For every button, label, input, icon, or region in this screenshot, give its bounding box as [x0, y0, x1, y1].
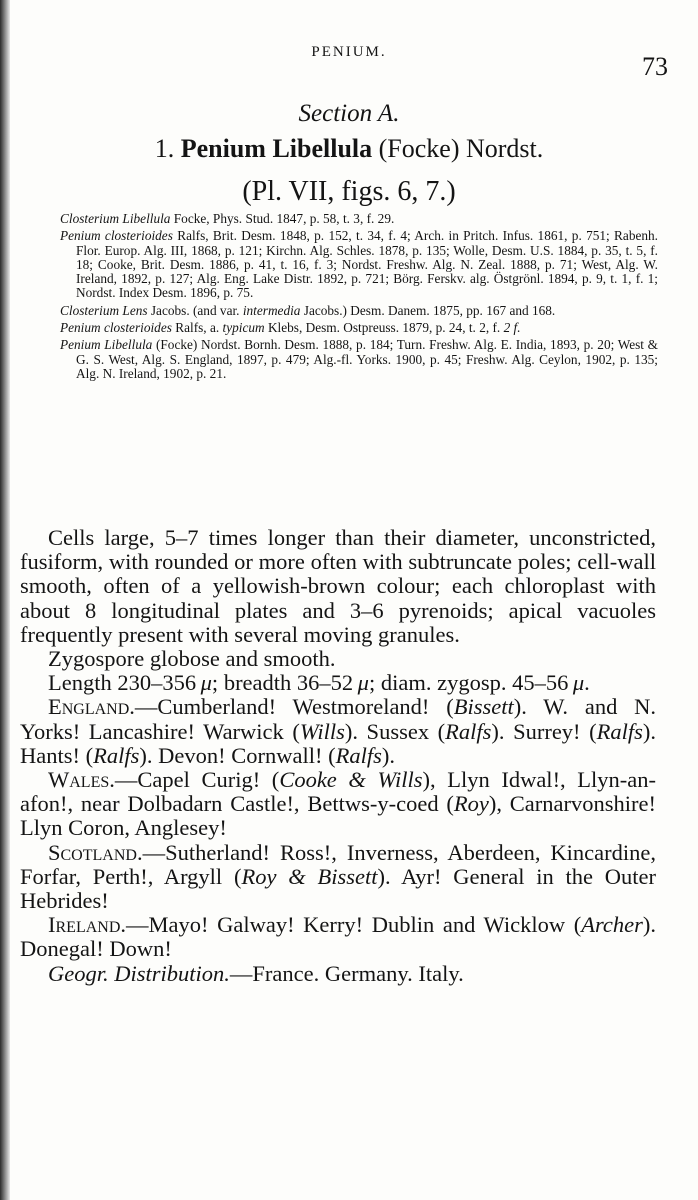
region-label: Ireland. [48, 912, 127, 938]
species-authority: (Focke) Nordst. [378, 134, 544, 163]
figure-ref: 2 f. [503, 320, 521, 336]
countries-text: —France. Germany. Italy. [229, 960, 464, 986]
collector-name: Roy & Bissett [241, 863, 378, 889]
region-label: England. [48, 694, 135, 720]
synonym-citation: Klebs, Desm. Ostpreuss. 1879, p. 24, t. 2, f. [267, 320, 501, 336]
geogr-distribution-label: Geogr. Distribution. [48, 960, 230, 986]
length-label: Length [48, 670, 112, 696]
species-number: 1. [154, 134, 175, 163]
distribution-england [20, 695, 656, 768]
synonym-citation: Jacobs.) Desm. Danem. 1875, pp. 167 and 168. [303, 302, 556, 318]
species-name: Penium Libellula [180, 134, 373, 163]
synonym-name: Closterium Libellula [60, 211, 171, 226]
locality-text: ). Sussex ( [344, 718, 446, 744]
locality-text: ). Hants! ( [20, 718, 656, 768]
micron-unit: μ [572, 670, 585, 696]
distribution-ireland [20, 913, 656, 961]
synonymy-entry [60, 304, 658, 318]
cells-paragraph: Cells large, 5–7 times longer than their diameter, unconstricted, fusiform, with rounded or more often with subtruncate poles; cell-wall smooth, often of a yellowish-brown colour; each chloroplast with about 8 longitudinal plates and 3–6 pyrenoids; apical vacuoles frequently present with several moving granules. [20, 525, 656, 647]
locality-text: ). Devon! Cornwall! ( [139, 742, 336, 768]
breadth-label: breadth [223, 670, 292, 696]
plate-reference: (Pl. VII, figs. 6, 7.) [242, 176, 456, 207]
micron-unit: μ [357, 670, 369, 696]
locality-text: ). Surrey! ( [491, 718, 597, 744]
breadth-value: 36–52 [296, 670, 354, 696]
synonym-name: Penium Libellula [60, 337, 153, 353]
locality-text: —Sutherland! Ross!, Inverness, Aberdeen, Kincardine, Forfar, Perth!, Argyll ( [20, 839, 656, 889]
zygospore-diameter-label: diam. zygosp. [380, 670, 507, 696]
region-label: Scotland. [48, 839, 143, 865]
synonymy-entry [60, 212, 658, 226]
micron-unit: μ [200, 670, 212, 696]
synonymy-entry [60, 338, 658, 381]
locality-text: ). Ayr! General in the Outer Hebrides! [20, 863, 657, 914]
zygospore-diameter-value: 45–56 [512, 670, 569, 696]
region-label: Wales. [48, 767, 115, 793]
collector-name: Ralfs [335, 742, 382, 768]
locality-text: ), Carnarvonshire! Llyn Coron, Anglesey! [20, 791, 656, 841]
collector-name: Cooke & Wills [279, 767, 423, 793]
synonymy-entry [60, 229, 658, 300]
synonym-name: Closterium Lens [60, 302, 148, 318]
running-head: PENIUM. [311, 44, 387, 60]
zygospore-paragraph: Zygospore globose and smooth. [48, 646, 336, 672]
synonymy-list [60, 212, 658, 384]
species-heading [0, 134, 698, 164]
collector-name: Ralfs [596, 718, 643, 744]
synonym-citation: Focke, Phys. Stud. 1847, p. 58, t. 3, f. 29. [173, 211, 395, 226]
collector-name: Wills [299, 718, 345, 744]
collector-name: Roy [453, 791, 489, 817]
section-heading: Section A. [298, 100, 400, 127]
synonymy-entry [60, 321, 658, 335]
synonym-citation: Ralfs, Brit. Desm. 1848, p. 152, t. 34, f. 4; Arch. in Pritch. Infus. 1861, p. 751; Rabenh. Flor. Europ. Alg. III, 1868, p. 121; Kirchn. Alg. Schles. 1878, p. 135; Wolle, Desm. U.S. 1884, p. 35, t. 5, f. 18; Cooke, Brit. Desm. 1886, p. 41, t. 16, f. 3; Nordst. Freshw. Alg. N. Zeal. 1888, p. 71; West, Alg. W. Ireland, 1892, p. 127; Alg. Eng. Lake Distr. 1892, p. 721; Börg. Ferskv. alg. Östgrönl. 1894, p. 9, t. 1, f. 1; Nordst. Index Desm. 1896, p. 75. [76, 228, 658, 301]
variety-name: intermedia [242, 302, 301, 318]
locality-text: ), Llyn Idwal!, Llyn-an-afon!, near Dolbadarn Castle!, Bettws-y-coed ( [20, 767, 657, 817]
synonym-name: Penium closterioides [60, 228, 173, 244]
synonym-citation: Jacobs. (and var. [150, 302, 240, 318]
species-description [20, 526, 656, 986]
dimensions-paragraph: Length 230–356 μ; breadth 36–52 μ; diam. zygosp. 45–56 μ. [48, 670, 590, 696]
collector-name: Ralfs [445, 718, 492, 744]
locality-text: —Cumberland! Westmoreland! ( [134, 694, 454, 720]
synonym-citation: Ralfs, a. [175, 320, 220, 336]
locality-text: —Mayo! Galway! Kerry! Dublin and Wicklow ( [126, 912, 582, 938]
locality-text: ). W. and N. Yorks! Lancashire! Warwick ( [20, 694, 656, 744]
page-number: 73 [642, 52, 668, 81]
collector-name: Archer [581, 912, 643, 938]
locality-text: ). Donegal! Down! [20, 912, 656, 962]
locality-text: ). [381, 742, 395, 768]
synonym-citation: (Focke) Nordst. Bornh. Desm. 1888, p. 184; Turn. Freshw. Alg. E. India, 1893, p. 20; West & G. S. West, Alg. S. England, 1897, p. 479; Alg.-fl. Yorks. 1900, p. 45; Freshw. Alg. Ceylon, 1902, p. 135; Alg. N. Ireland, 1902, p. 21. [76, 337, 658, 381]
distribution-scotland [20, 841, 656, 914]
synonym-name: Penium closterioides [60, 320, 172, 336]
geographic-distribution [20, 962, 656, 986]
length-value: 230–356 [117, 670, 197, 696]
locality-text: —Capel Curig! ( [114, 767, 280, 793]
collector-name: Ralfs [93, 742, 140, 768]
distribution-wales [20, 768, 656, 841]
collector-name: Bissett [453, 694, 514, 720]
variety-name: typicum [222, 320, 265, 336]
